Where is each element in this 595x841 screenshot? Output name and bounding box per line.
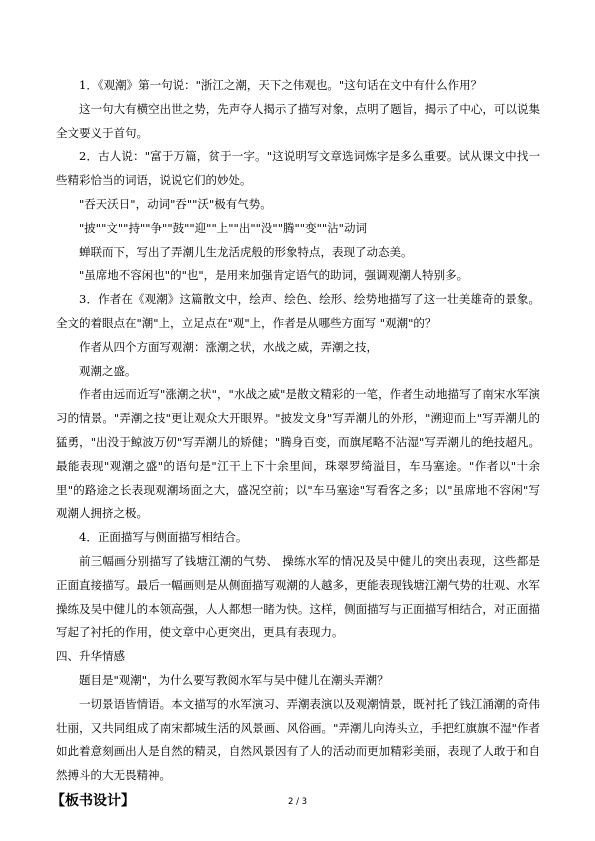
paragraph: 观潮之盛。 xyxy=(79,363,137,378)
paragraph: 3．作者在《观潮》这篇散文中，绘声、绘色、绘形、绘势地描写了这一壮美雄奇的景象。全文的着眼点在"潮"上，立足点在"观"上，作者是从哪些方面写 "观潮"的？ xyxy=(56,292,540,330)
paragraph: 作者从四个方面写观潮：涨潮之状，水战之威，弄潮之技， xyxy=(79,339,378,354)
paragraph: 1．《观潮》第一句说："浙江之潮，天下之伟观也。"这句话在文中有什么作用？ xyxy=(79,78,483,92)
document-body xyxy=(51,74,540,814)
paragraph: 一切景语皆情语。本文描写的水军演习、弄潮表演以及观潮情景，既衬托了钱江涌潮的奇伟壮丽，又共同组成了南宋都城生活的风景画、风俗画。"弄潮儿向涛头立，手把红旗旗不湿"作者如此着意刻画出人是自然的精灵，自然风景因有了人的活动而更加精彩美丽，表现了人敢于和自然搏斗的大无畏精神。 xyxy=(56,696,540,783)
paragraph: 前三幅画分别描写了钱塘江潮的气势、 操练水军的情况及吴中健儿的突出表现，这些都是正面直接描写。最后一幅画则是从侧面描写观潮的人越多，更能表现钱塘江潮气势的壮观、水军操练及吴中健儿的本领高强，人人都想一睹为快。这样，侧面描写与正面描写相结合，对正面描写起了衬托的作用，使文章中心更突出，更具有表现力。 xyxy=(56,553,540,640)
board-design-heading: 【板书设计】 xyxy=(51,792,135,809)
paragraph: 蝉联而下，写出了弄潮儿生龙活虎般的形象特点，表现了动态美。 xyxy=(79,244,413,259)
paragraph: 这一句大有横空出世之势，先声夺人揭示了描写对象，点明了题旨，揭示了中心，可以说集全文要义于首句。 xyxy=(56,101,540,140)
paragraph: "吞天沃日"，动词"吞""沃"极有气势。 xyxy=(79,196,272,211)
paragraph: 2．古人说："富于万篇，贫于一字。"这说明写文章选词炼字是多么重要。试从课文中找一些精彩恰当的词语，说说它们的妙处。 xyxy=(56,149,540,188)
paragraph: 题目是"观潮"，为什么要写教阅水军与吴中健儿在潮头弄潮？ xyxy=(79,672,389,687)
paragraph: "虽席地不容闲也"的"也"，是用来加强肯定语气的助词，强调观潮人特别多。 xyxy=(79,268,469,283)
paragraph: "披""文""持""争""鼓""迎""上""出""没""腾""变""沾"动词 xyxy=(79,220,367,235)
paragraph: 作者由远而近写"涨潮之状"，"水战之威"是散文精彩的一笔，作者生动地描写了南宋水军演习的情景。"弄潮之技"更让观众大开眼界。"披发文身"写弄潮儿的外形，"溯迎而上"写弄潮儿的猛勇，"出没于鲸波万仞"写弄潮儿的矫健；"腾身百变，而旗尾略不沾湿"写弄潮儿的绝技超凡。最能表现"观潮之盛"的语句是"江干上下十余里间，珠翠罗绮溢目，车马塞途。"作者以"十余里"的路途之长表现观潮场面之大，盛况空前；以"车马塞途"写看客之多；以"虽席地不容闲"写观潮人拥挤之极。 xyxy=(56,387,540,521)
page-number: 2 / 3 xyxy=(287,797,308,807)
section-heading: 四、升华情感 xyxy=(56,649,125,664)
paragraph: 4．正面描写与侧面描写相结合。 xyxy=(79,530,248,545)
